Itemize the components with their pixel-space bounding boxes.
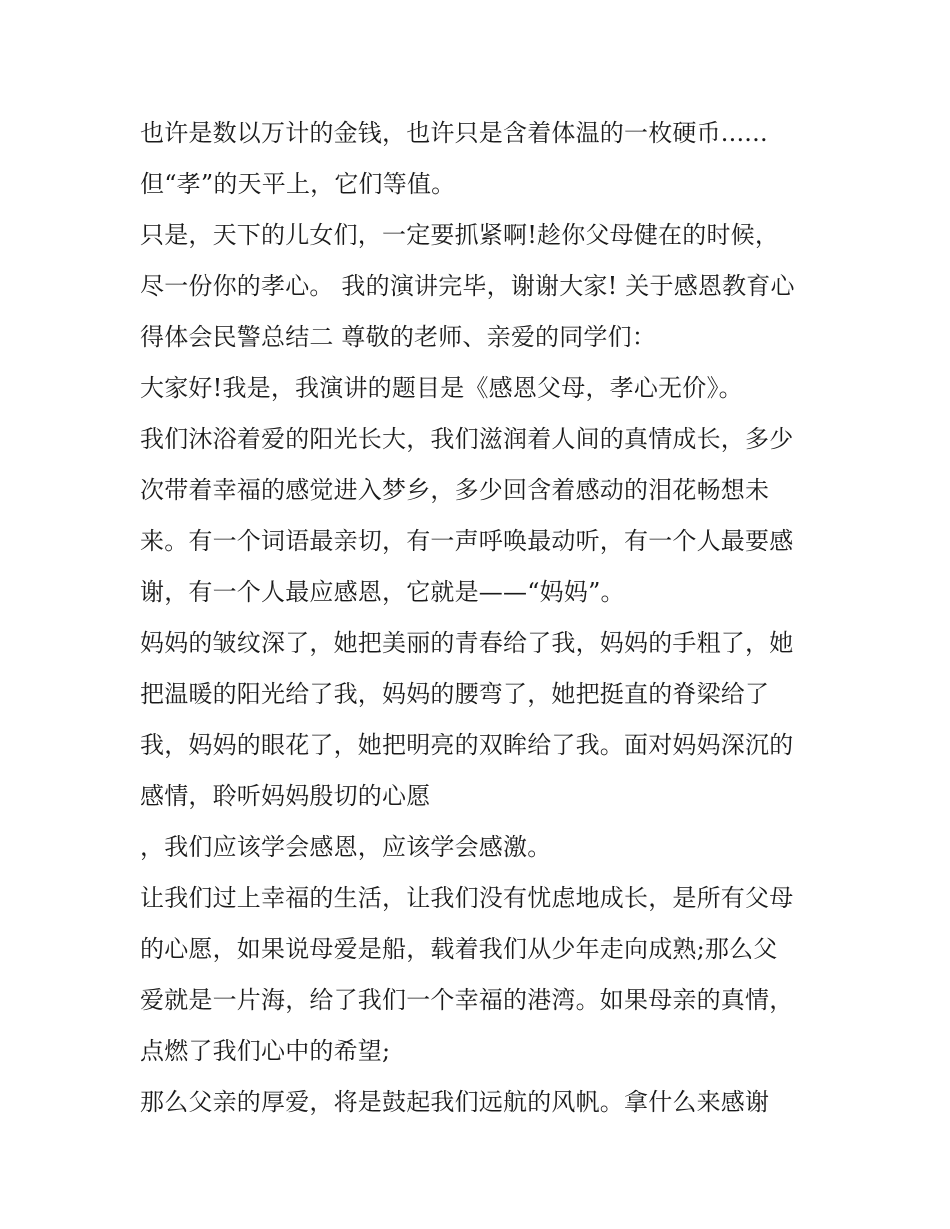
text-line: 但“孝”的天平上，它们等值。 [140,170,456,198]
text-line: 的心愿，如果说母爱是船，载着我们从少年走向成熟;那么父 [140,935,778,963]
text-line: 尽一份你的孝心。 我的演讲完毕，谢谢大家! 关于感恩教育心 [140,272,795,300]
text-line: ，我们应该学会感恩，应该学会感激。 [140,833,552,861]
text-line: 让我们过上幸福的生活，让我们没有忧虑地成长，是所有父母 [140,884,794,912]
text-line: 谢，有一个人最应感恩，它就是——“妈妈”。 [140,578,625,606]
text-line: 点燃了我们心中的希望; [140,1037,391,1065]
text-line: 我，妈妈的眼花了，她把明亮的双眸给了我。面对妈妈深沉的 [140,731,794,759]
text-line: 爱就是一片海，给了我们一个幸福的港湾。如果母亲的真情， [140,986,794,1014]
text-line: 来。有一个词语最亲切，有一声呼唤最动听，有一个人最要感 [140,527,794,555]
text-line: 感情，聆听妈妈殷切的心愿 [140,782,431,810]
text-line: 把温暖的阳光给了我，妈妈的腰弯了，她把挺直的脊梁给了 [140,680,770,708]
text-line: 妈妈的皱纹深了，她把美丽的青春给了我，妈妈的手粗了，她 [140,629,794,657]
text-line: 只是，天下的儿女们，一定要抓紧啊!趁你父母健在的时候， [140,221,780,249]
text-line: 大家好!我是，我演讲的题目是《感恩父母，孝心无价》。 [140,374,743,402]
text-line: 我们沐浴着爱的阳光长大，我们滋润着人间的真情成长，多少 [140,425,794,453]
text-line: 次带着幸福的感觉进入梦乡，多少回含着感动的泪花畅想未 [140,476,770,504]
text-line: 得体会民警总结二 尊敬的老师、亲爱的同学们： [140,323,657,351]
body-text [140,108,820,1128]
text-line: 也许是数以万计的金钱，也许只是含着体温的一枚硬币...... [140,119,768,147]
text-line: 那么父亲的厚爱，将是鼓起我们远航的风帆。拿什么来感谢 [140,1088,770,1116]
